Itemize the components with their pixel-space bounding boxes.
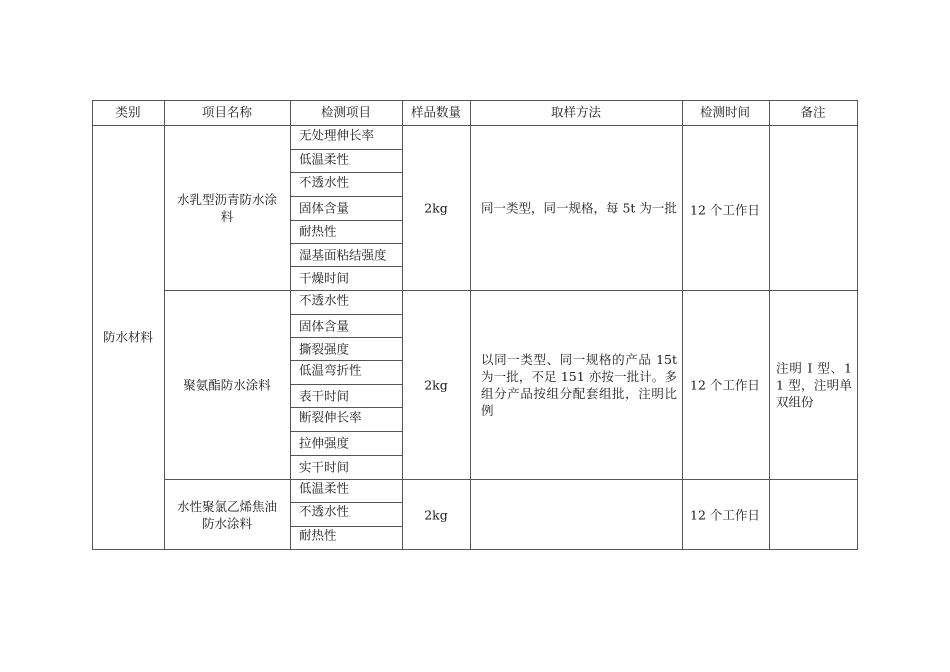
sampling-method: 同一类型，同一规格，每 5t 为一批 bbox=[481, 200, 677, 216]
test-item: 耐热性 bbox=[299, 527, 337, 543]
test-item: 实干时间 bbox=[299, 459, 350, 475]
header-category: 类别 bbox=[115, 104, 141, 120]
header-sample-quantity: 样品数量 bbox=[410, 104, 462, 120]
test-item: 表干时间 bbox=[299, 388, 350, 404]
test-time: 12 个工作日 bbox=[690, 507, 760, 523]
project-name: 水乳型沥青防水涂料 bbox=[176, 192, 277, 224]
header-test-item: 检测项目 bbox=[320, 104, 372, 120]
header-test-time: 检测时间 bbox=[699, 104, 751, 120]
test-item: 耐热性 bbox=[299, 223, 337, 239]
test-item: 低温弯折性 bbox=[299, 362, 362, 378]
test-item: 不透水性 bbox=[299, 292, 350, 308]
header-sampling-method: 取样方法 bbox=[550, 104, 602, 120]
test-item: 固体含量 bbox=[299, 200, 350, 216]
test-item: 固体含量 bbox=[299, 318, 350, 334]
inspection-table bbox=[92, 100, 858, 549]
test-item: 干燥时间 bbox=[299, 270, 350, 286]
test-item: 低温柔性 bbox=[299, 480, 350, 496]
test-item: 无处理伸长率 bbox=[299, 127, 375, 143]
sample-quantity: 2kg bbox=[424, 507, 448, 523]
header-project-name: 项目名称 bbox=[201, 104, 253, 120]
test-item: 不透水性 bbox=[299, 174, 350, 190]
sample-quantity: 2kg bbox=[424, 200, 448, 216]
remarks: 注明 I 型、1 1 型，注明单双组份 bbox=[776, 360, 852, 410]
test-item: 不透水性 bbox=[299, 503, 350, 519]
test-time: 12 个工作日 bbox=[690, 377, 760, 393]
project-name: 水性聚氯乙烯焦油防水涂料 bbox=[176, 499, 277, 531]
test-item: 拉伸强度 bbox=[299, 435, 350, 451]
header-remarks: 备注 bbox=[800, 104, 826, 120]
test-item: 撕裂强度 bbox=[299, 341, 350, 357]
category-cell: 防水材料 bbox=[102, 329, 154, 345]
test-item: 湿基面粘结强度 bbox=[299, 247, 387, 263]
test-item: 低温柔性 bbox=[299, 151, 350, 167]
sampling-method: 以同一类型、同一规格的产品 15t 为一批，不足 151 亦按一批计。多组分产品按组分配套组批，注明比例 bbox=[481, 352, 677, 418]
test-item: 断裂伸长率 bbox=[299, 409, 362, 425]
test-time: 12 个工作日 bbox=[690, 202, 760, 218]
sample-quantity: 2kg bbox=[424, 377, 448, 393]
project-name: 聚氨酯防水涂料 bbox=[183, 377, 271, 393]
